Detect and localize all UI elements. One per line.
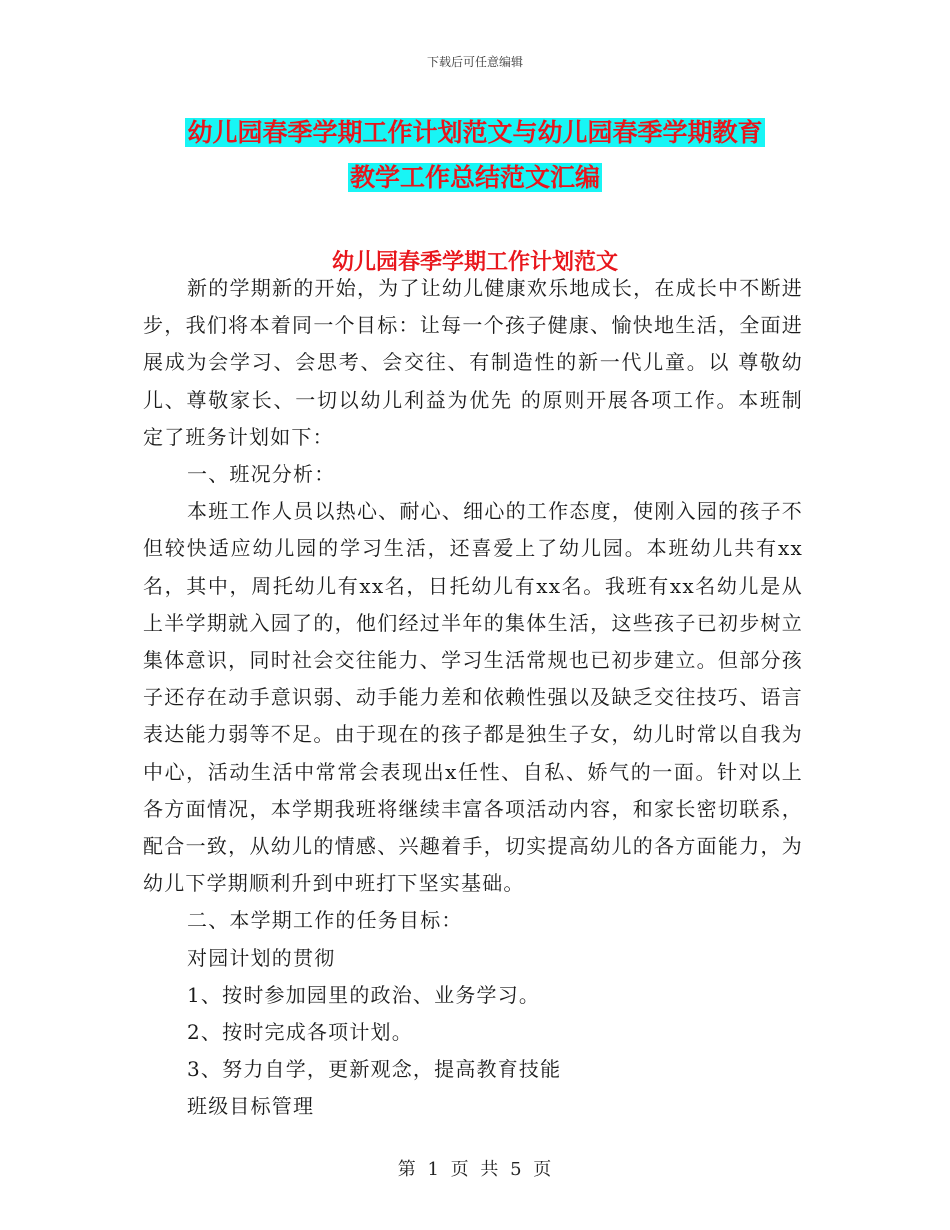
paragraph-class-analysis: 本班工作人员以热心、耐心、细心的工作态度，使刚入园的孩子不但较快适应幼儿园的学习生活，还喜爱上了幼儿园。本班幼儿共有xx名，其中，周托幼儿有xx名，日托幼儿有xx名。我班有xx名幼儿是从上半学期就入园了的，他们经过半年的集体生活，这些孩子已初步树立集体意识，同时社会交往能力、学习生活常规也已初步建立。但部分孩子还存在动手意识弱、动手能力差和依赖性强以及缺乏交往技巧、语言表达能力弱等不足。由于现在的孩子都是独生子女，幼儿时常以自我为中心，活动生活中常常会表现出x任性、自私、娇气的一面。针对以上各方面情况，本学期我班将继续丰富各项活动内容，和家长密切联系，配合一致，从幼儿的情感、兴趣着手，切实提高幼儿的各方面能力，为幼儿下学期顺利升到中班打下坚实基础。 — [143, 499, 803, 896]
list-item: 3、努力自学，更新观念，提高教育技能 — [187, 1057, 562, 1082]
list-item: 1、按时参加园里的政治、业务学习。 — [187, 982, 541, 1007]
section-title: 幼儿园春季学期工作计划范文 — [331, 249, 618, 275]
document-title-line-2: 教学工作总结范文汇编 — [349, 163, 600, 192]
heading-class-analysis: 一、班况分析： — [187, 462, 336, 487]
subheading-plan-implementation: 对园计划的贯彻 — [187, 945, 336, 970]
download-note: 下载后可任意编辑 — [426, 55, 523, 69]
list-item: 2、按时完成各项计划。 — [187, 1020, 413, 1045]
document-title-line-1: 幼儿园春季学期工作计划范文与幼儿园春季学期教育 — [187, 118, 763, 147]
subheading-class-goal-management: 班级目标管理 — [187, 1094, 315, 1119]
heading-task-goals: 二、本学期工作的任务目标： — [187, 908, 463, 933]
document-body — [143, 270, 803, 1126]
paragraph-intro: 新的学期新的开始，为了让幼儿健康欢乐地成长，在成长中不断进步，我们将本着同一个目标：让每一个孩子健康、愉快地生活，全面进展成为会学习、会思考、会交往、有制造性的新一代儿童。以 尊敬幼儿、尊敬家长、一切以幼儿利益为优先 的原则开展各项工作。本班制定了班务计划如下： — [143, 276, 803, 449]
page-footer: 第 1 页 共 5 页 — [397, 1159, 553, 1180]
document-title — [145, 110, 805, 200]
